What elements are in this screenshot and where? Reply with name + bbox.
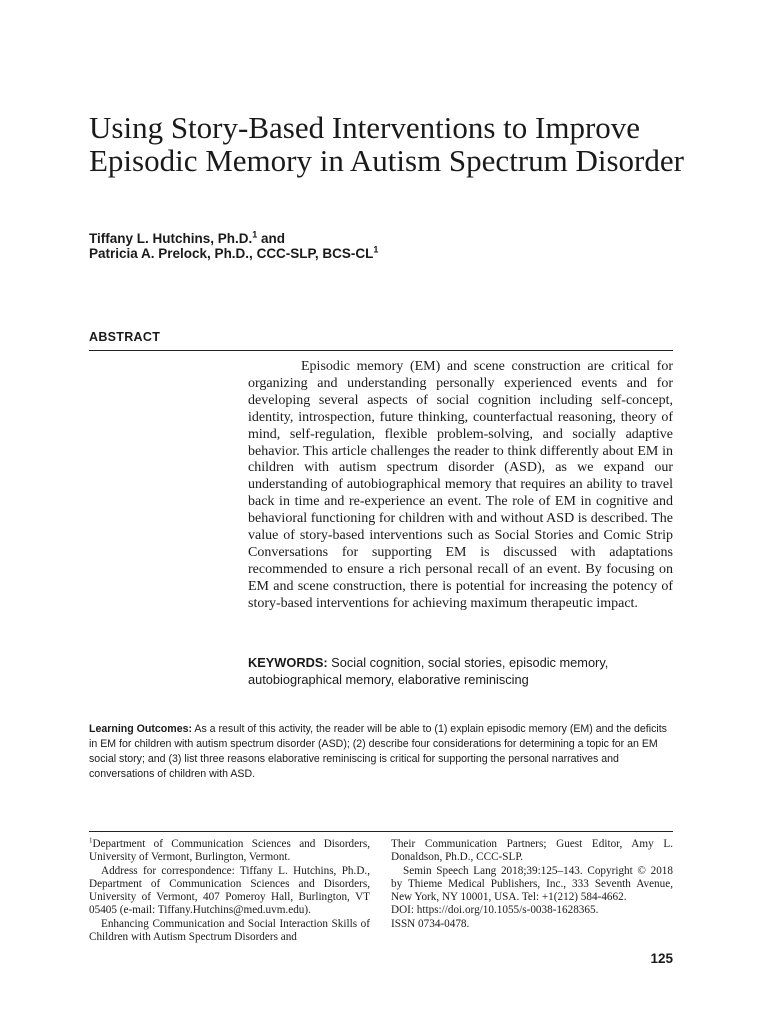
footnote-divider [89, 831, 673, 832]
affiliation-marker: 1 [89, 836, 93, 845]
author-line [89, 246, 649, 261]
keywords-text: Social cognition, social stories, episodic memory, autobiographical memory, elaborative reminiscing [248, 655, 609, 687]
issue-note: Enhancing Communication and Social Interaction Skills of Children with Autism Spectrum Disorders and [89, 917, 370, 944]
correspondence-note: Address for correspondence: Tiffany L. Hutchins, Ph.D., Department of Communication Sciences and Disorders, University of Vermont, 407 Pomeroy Hall, Burlington, VT 05405 (e-mail: Tiffany.Hutchins@med.uvm.edu). [89, 864, 370, 917]
author-line [89, 231, 649, 246]
page-number: 125 [650, 951, 673, 966]
author-conjunction: and [257, 231, 286, 246]
author-name: Patricia A. Prelock, Ph.D., CCC-SLP, BCS-CL [89, 246, 374, 261]
abstract-text: Episodic memory (EM) and scene construction are critical for organizing and understanding personally experienced events and for developing several aspects of social cognition including self-concept, identity, introspection, future thinking, counterfactual reasoning, theory of mind, self-regulation, flexible problem-solving, and socially adaptive behavior. This article challenges the reader to think differently about EM in children with autism spectrum disorder (ASD), as we expand our understanding of autobiographical memory that requires an ability to travel back in time and re-experience an event. The role of EM in cognitive and behavioral functioning for children with and without ASD is described. The value of story-based interventions such as Social Stories and Comic Strip Conversations for supporting EM is discussed with adaptations recommended to ensure a rich personal recall of an event. By focusing on EM and scene construction, there is potential for increasing the potency of story-based interventions for achieving maximum therapeutic impact. [248, 359, 673, 611]
affiliation-marker: 1 [252, 229, 258, 240]
learning-outcomes [89, 722, 673, 782]
learning-outcomes-label: Learning Outcomes: [89, 723, 193, 735]
abstract-divider [89, 350, 673, 351]
affiliation-note [89, 838, 370, 865]
author-list [89, 231, 649, 261]
keywords [248, 654, 673, 688]
keywords-label: KEYWORDS: [248, 655, 328, 670]
citation-note: Semin Speech Lang 2018;39:125–143. Copyright © 2018 by Thieme Medical Publishers, Inc., 333 Seventh Avenue, New York, NY 10001, USA. Tel: +1(212) 584-4662. [391, 864, 673, 904]
abstract-heading: ABSTRACT [89, 330, 161, 344]
learning-outcomes-text: As a result of this activity, the reader will be able to (1) explain episodic memory (EM) and the deficits in EM for children with autism spectrum disorder (ASD); (2) describe four considerations for determining a topic for an EM social story; and (3) list three reasons elaborative reminiscing is critical for supporting the personal narratives and conversations of children with ASD. [89, 723, 667, 780]
affiliation-marker: 1 [373, 244, 379, 255]
issn-note: ISSN 0734-0478. [391, 917, 470, 930]
footnotes-left-column [89, 838, 370, 944]
footnotes-right-column [391, 838, 673, 931]
issue-note-continued: Their Communication Partners; Guest Editor, Amy L. Donaldson, Ph.D., CCC-SLP. [391, 838, 673, 864]
article-title: Using Story-Based Interventions to Improve Episodic Memory in Autism Spectrum Disorder [89, 110, 684, 178]
doi-link[interactable]: DOI: https://doi.org/10.1055/s-0038-1628365. [391, 904, 599, 917]
affiliation-text: Department of Communication Sciences and Disorders, University of Vermont, Burlington, Vermont. [89, 838, 370, 864]
author-name: Tiffany L. Hutchins, Ph.D. [89, 231, 253, 246]
